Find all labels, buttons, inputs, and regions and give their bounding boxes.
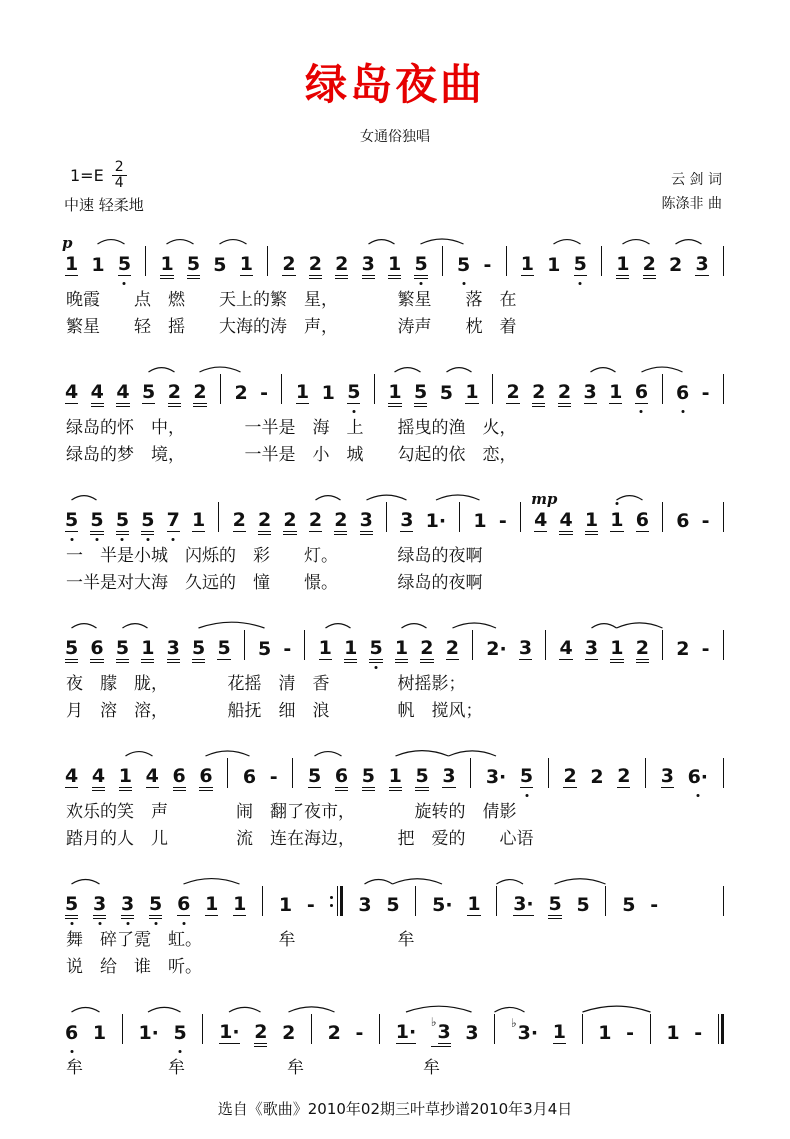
note: 1 (344, 637, 358, 659)
note: 5 (622, 894, 636, 916)
note: 2 (234, 382, 248, 404)
duration-dash: - (269, 766, 278, 788)
note: ♭ 3 (430, 1015, 451, 1043)
notes-row (64, 610, 726, 671)
note: 1 (318, 637, 332, 659)
note: 6 (675, 382, 690, 404)
note: ♭ 3· (510, 1016, 539, 1044)
note: 5 (414, 381, 428, 403)
note: 5 (519, 765, 534, 788)
note: 2 (283, 509, 297, 531)
note: 2· (486, 638, 507, 660)
note: 2 (635, 637, 649, 659)
note: 1 (278, 894, 293, 916)
note: 6 (90, 637, 104, 659)
note: 3 (166, 637, 180, 659)
barline (242, 630, 247, 660)
slur-arcs (64, 354, 726, 376)
slur-arcs (64, 482, 726, 504)
slur-arcs (64, 226, 726, 248)
duration-dash: - (694, 1022, 703, 1044)
note: 2 (563, 765, 577, 787)
note: 2 (445, 637, 459, 659)
note: 5· (432, 894, 453, 916)
barline (660, 630, 665, 660)
note: 4 (91, 765, 106, 787)
barline (504, 246, 509, 276)
barline (494, 886, 499, 916)
time-signature (112, 160, 127, 191)
barline (457, 502, 462, 532)
low-octave-dot (179, 1050, 182, 1053)
low-octave-dot (375, 666, 378, 669)
notes-row (64, 738, 726, 799)
note: 5 (115, 637, 130, 659)
score-meta (64, 160, 726, 224)
note: 1 (388, 765, 402, 787)
note: 5 (415, 765, 429, 787)
music-system (64, 994, 726, 1082)
note: 4 (65, 765, 79, 787)
note: 1 (609, 509, 624, 532)
note: 2 (617, 765, 631, 787)
note: 1 (520, 253, 534, 275)
low-octave-dot (420, 282, 423, 285)
note: 5 (213, 254, 227, 276)
note: 5 (439, 382, 453, 404)
barline (279, 374, 284, 404)
note: 5 (307, 765, 322, 787)
barline (543, 630, 548, 660)
note: 5 (64, 509, 79, 532)
low-octave-dot (681, 410, 684, 413)
duration-dash: - (283, 638, 292, 660)
barline (265, 246, 270, 276)
note: 3 (361, 253, 375, 275)
notes-row (64, 994, 726, 1055)
note: 3 (518, 637, 533, 659)
lyric-line: 一半是对大海 久远的 憧 憬。 绿岛的夜啊 (66, 573, 483, 593)
note: 5 (192, 637, 206, 659)
note: 5 (386, 894, 400, 916)
barline (200, 1014, 205, 1044)
note: 1 (394, 637, 409, 659)
note: 2 (327, 1022, 341, 1044)
music-system (64, 482, 726, 597)
note: 1 (118, 765, 132, 787)
barline (302, 630, 307, 660)
barline (143, 246, 148, 276)
note: 3 (695, 253, 709, 275)
slur-arcs (64, 866, 726, 888)
notes-row (64, 226, 726, 287)
duration-dash: - (701, 510, 710, 532)
key-label: 1=E (70, 166, 104, 185)
note: 1 (388, 381, 402, 403)
credits (662, 168, 722, 216)
barline (660, 502, 665, 532)
low-octave-dot (96, 538, 99, 541)
note: 4 (559, 637, 573, 659)
note: 3 (584, 637, 599, 659)
source-attribution: 选自《歌曲》2010年02期三叶草抄谱2010年3月4日 (217, 1100, 573, 1118)
barline (225, 758, 230, 788)
barline (290, 758, 295, 788)
note: 4 (90, 381, 104, 403)
repeat-end-barline (329, 886, 345, 916)
low-octave-dot (172, 538, 175, 541)
slur-arcs (64, 994, 726, 1016)
barline (721, 502, 726, 532)
note: 6 (242, 766, 257, 788)
low-octave-dot (70, 922, 73, 925)
note: 5 (361, 765, 375, 787)
low-octave-dot (146, 538, 149, 541)
note: 5 (173, 1022, 188, 1044)
note: 2 (590, 766, 604, 788)
note: 2 (335, 253, 349, 275)
lyric-line: 夜 朦 胧， 花摇 清 香 树摇影； (66, 674, 466, 694)
note: 5 (368, 637, 383, 660)
note: 5 (456, 254, 471, 276)
note: 1 (233, 893, 247, 915)
note: 3 (465, 1022, 479, 1044)
low-octave-dot (154, 922, 157, 925)
final-barline (716, 1014, 726, 1044)
barline (490, 374, 495, 404)
note: 3 (583, 381, 597, 403)
notes-row (64, 354, 726, 415)
duration-dash: - (626, 1022, 635, 1044)
note: 5 (548, 893, 562, 915)
barline (546, 758, 551, 788)
note: mp 4 (531, 490, 558, 531)
note: 6 (176, 893, 191, 916)
low-octave-dot (70, 538, 73, 541)
high-octave-dot (615, 502, 618, 505)
note: 2 (420, 637, 434, 659)
low-octave-dot (640, 410, 643, 413)
note: 6 (64, 1022, 79, 1044)
note: 2 (308, 509, 323, 531)
lyric-line: 繁星 轻 摇 大海的涛 声， 涛声 枕 着 (66, 317, 517, 337)
score (64, 226, 726, 1082)
barline (440, 246, 445, 276)
music-system (64, 866, 726, 981)
music-system (64, 738, 726, 853)
note: 2 (282, 1022, 296, 1044)
low-octave-dot (121, 538, 124, 541)
note: 2 (258, 509, 272, 531)
barline (580, 1014, 585, 1044)
note: 2 (676, 638, 690, 660)
flat-accidental: ♭ (430, 1015, 437, 1029)
low-octave-dot (462, 282, 465, 285)
lyricist-credit: 云 剑 词 (671, 172, 722, 188)
tempo-marking: 中速 轻柔地 (64, 196, 144, 214)
note: 6· (687, 766, 709, 788)
flat-accidental: ♭ (510, 1016, 517, 1030)
lyric-line: 踏月的人 儿 流 连在海边， 把 爱的 心语 (66, 829, 534, 849)
duration-dash: - (306, 894, 315, 916)
note: 5 (148, 893, 163, 916)
note: 1 (321, 382, 335, 404)
key-signature (70, 160, 127, 191)
note: 5 (115, 509, 130, 532)
barline (468, 758, 473, 788)
note: 6 (676, 510, 690, 532)
lyric-line: 说 给 谁 听。 (66, 957, 202, 977)
barline (603, 886, 608, 916)
note: 5 (65, 637, 79, 659)
note: 1 (160, 253, 174, 275)
notes-row (64, 866, 726, 927)
barline (721, 630, 726, 660)
barline (648, 1014, 653, 1044)
time-signature-bottom: 4 (114, 175, 124, 191)
repeat-dots (330, 886, 333, 916)
slur-arcs (64, 738, 726, 760)
note: 1 (609, 381, 623, 403)
note: 1 (141, 637, 155, 659)
note: 5 (576, 894, 590, 916)
note: 6 (334, 765, 349, 787)
note: p 1 (62, 234, 79, 275)
note: 1 (91, 254, 105, 276)
slur-arcs (64, 610, 726, 632)
barline (721, 246, 726, 276)
barline (599, 246, 604, 276)
note: 2 (642, 253, 656, 275)
note: 1 (547, 254, 561, 276)
note: 3 (120, 893, 135, 916)
note: 1· (395, 1021, 417, 1043)
lyric-line: 欢乐的笑 声 闹 翻了夜市， 旋转的 倩影 (66, 802, 517, 822)
barline (372, 374, 377, 404)
barline (218, 374, 223, 404)
note: 1 (666, 1022, 680, 1044)
barline (643, 758, 648, 788)
performance-type: 女通俗独唱 (360, 129, 430, 145)
barline (721, 758, 726, 788)
low-octave-dot (126, 922, 129, 925)
note: 1 (467, 893, 481, 915)
note: 1 (610, 637, 624, 659)
low-octave-dot (352, 410, 355, 413)
lyric-line: 绿岛的怀 中， 一半是 海 上 摇曳的渔 火， (66, 418, 517, 438)
note: 2 (532, 381, 546, 403)
note: 1 (239, 253, 253, 275)
note: 5 (117, 253, 132, 276)
note: 2 (669, 254, 683, 276)
duration-dash: - (701, 382, 710, 404)
note: 6 (634, 381, 649, 404)
barline (216, 502, 221, 532)
note: 5 (186, 253, 201, 275)
low-octave-dot (182, 922, 185, 925)
note: 2 (557, 381, 572, 403)
note: 5 (258, 638, 272, 660)
note: 1 (465, 381, 479, 403)
note: 1 (205, 893, 219, 915)
barline (721, 886, 726, 916)
duration-dash: - (701, 638, 710, 660)
lyric-line: 月 溶 溶， 船抚 细 浪 帆 搅风； (66, 701, 483, 721)
note: 2 (308, 253, 322, 275)
low-octave-dot (123, 282, 126, 285)
low-octave-dot (98, 922, 101, 925)
note: 4 (145, 765, 159, 787)
note: 1· (425, 510, 447, 532)
barline (260, 886, 265, 916)
duration-dash: - (650, 894, 659, 916)
note: 3 (400, 509, 414, 531)
barline (377, 1014, 382, 1044)
note: 4 (116, 381, 130, 403)
note: 2 (232, 509, 246, 531)
note: 7 (166, 509, 181, 532)
note: 2 (282, 253, 296, 275)
note: 1 (388, 253, 402, 275)
note: 2 (506, 381, 520, 403)
note: 5 (346, 381, 361, 404)
lyric-line: 绿岛的梦 境， 一半是 小 城 勾起的依 恋， (66, 445, 517, 465)
note: 3· (513, 893, 534, 915)
note: 1 (473, 510, 487, 532)
note: 1 (192, 509, 206, 531)
barline (660, 374, 665, 404)
dynamic-marking: p (62, 234, 73, 252)
note: 5 (413, 253, 428, 276)
note: 1 (584, 509, 599, 531)
music-system (64, 610, 726, 725)
lyric-line: 一 半是小城 闪烁的 彩 灯。 绿岛的夜啊 (66, 546, 483, 566)
note: 2 (167, 381, 181, 403)
dynamic-marking: mp (531, 490, 558, 508)
lyric-line: 牟 牟 牟 牟 (66, 1058, 440, 1078)
barline (721, 374, 726, 404)
duration-dash: - (483, 254, 492, 276)
low-octave-dot (525, 794, 528, 797)
low-octave-dot (579, 282, 582, 285)
note: 5 (142, 381, 156, 403)
note: 1· (219, 1021, 240, 1043)
barline (518, 502, 523, 532)
note: 1 (552, 1021, 566, 1043)
note: 4 (559, 509, 573, 531)
duration-dash: - (260, 382, 269, 404)
note: 4 (65, 381, 79, 403)
low-octave-dot (696, 794, 699, 797)
note: 1 (295, 381, 310, 403)
note: 1 (92, 1022, 107, 1044)
note: 5 (217, 637, 231, 659)
note: 3 (358, 894, 372, 916)
note: 3 (92, 893, 107, 916)
barline (384, 502, 389, 532)
barline (492, 1014, 497, 1044)
duration-dash: - (355, 1022, 364, 1044)
note: 3 (660, 765, 674, 787)
note: 2 (254, 1021, 268, 1043)
music-system (64, 226, 726, 341)
duration-dash: - (498, 510, 507, 532)
note: 1· (138, 1022, 159, 1044)
lyric-line: 晚霞 点 燃 天上的繁 星， 繁星 落 在 (66, 290, 517, 310)
note: 6 (635, 509, 649, 531)
time-signature-top: 2 (112, 160, 127, 176)
barline (470, 630, 475, 660)
note: 1 (616, 253, 630, 275)
barline (309, 1014, 314, 1044)
note: 2 (193, 381, 207, 403)
music-system (64, 354, 726, 469)
composer-credit: 陈涤非 曲 (661, 196, 722, 212)
note: 2 (334, 509, 348, 531)
notes-row (64, 482, 726, 543)
note: 5 (573, 253, 588, 276)
note: 5 (64, 893, 79, 916)
note: 6 (199, 765, 213, 787)
barline (413, 886, 418, 916)
note: 3 (359, 509, 373, 531)
note: 3 (442, 765, 456, 787)
note: 5 (140, 509, 155, 532)
note: 3· (485, 766, 507, 788)
note: 6 (172, 765, 186, 787)
barline (120, 1014, 125, 1044)
note: 1 (598, 1022, 612, 1044)
note: 5 (89, 509, 104, 532)
song-title: 绿岛夜曲 (304, 60, 485, 109)
spacer (672, 915, 708, 916)
low-octave-dot (70, 1050, 73, 1053)
lyric-line: 舞 碎了霓 虹。 牟 牟 (66, 930, 415, 950)
